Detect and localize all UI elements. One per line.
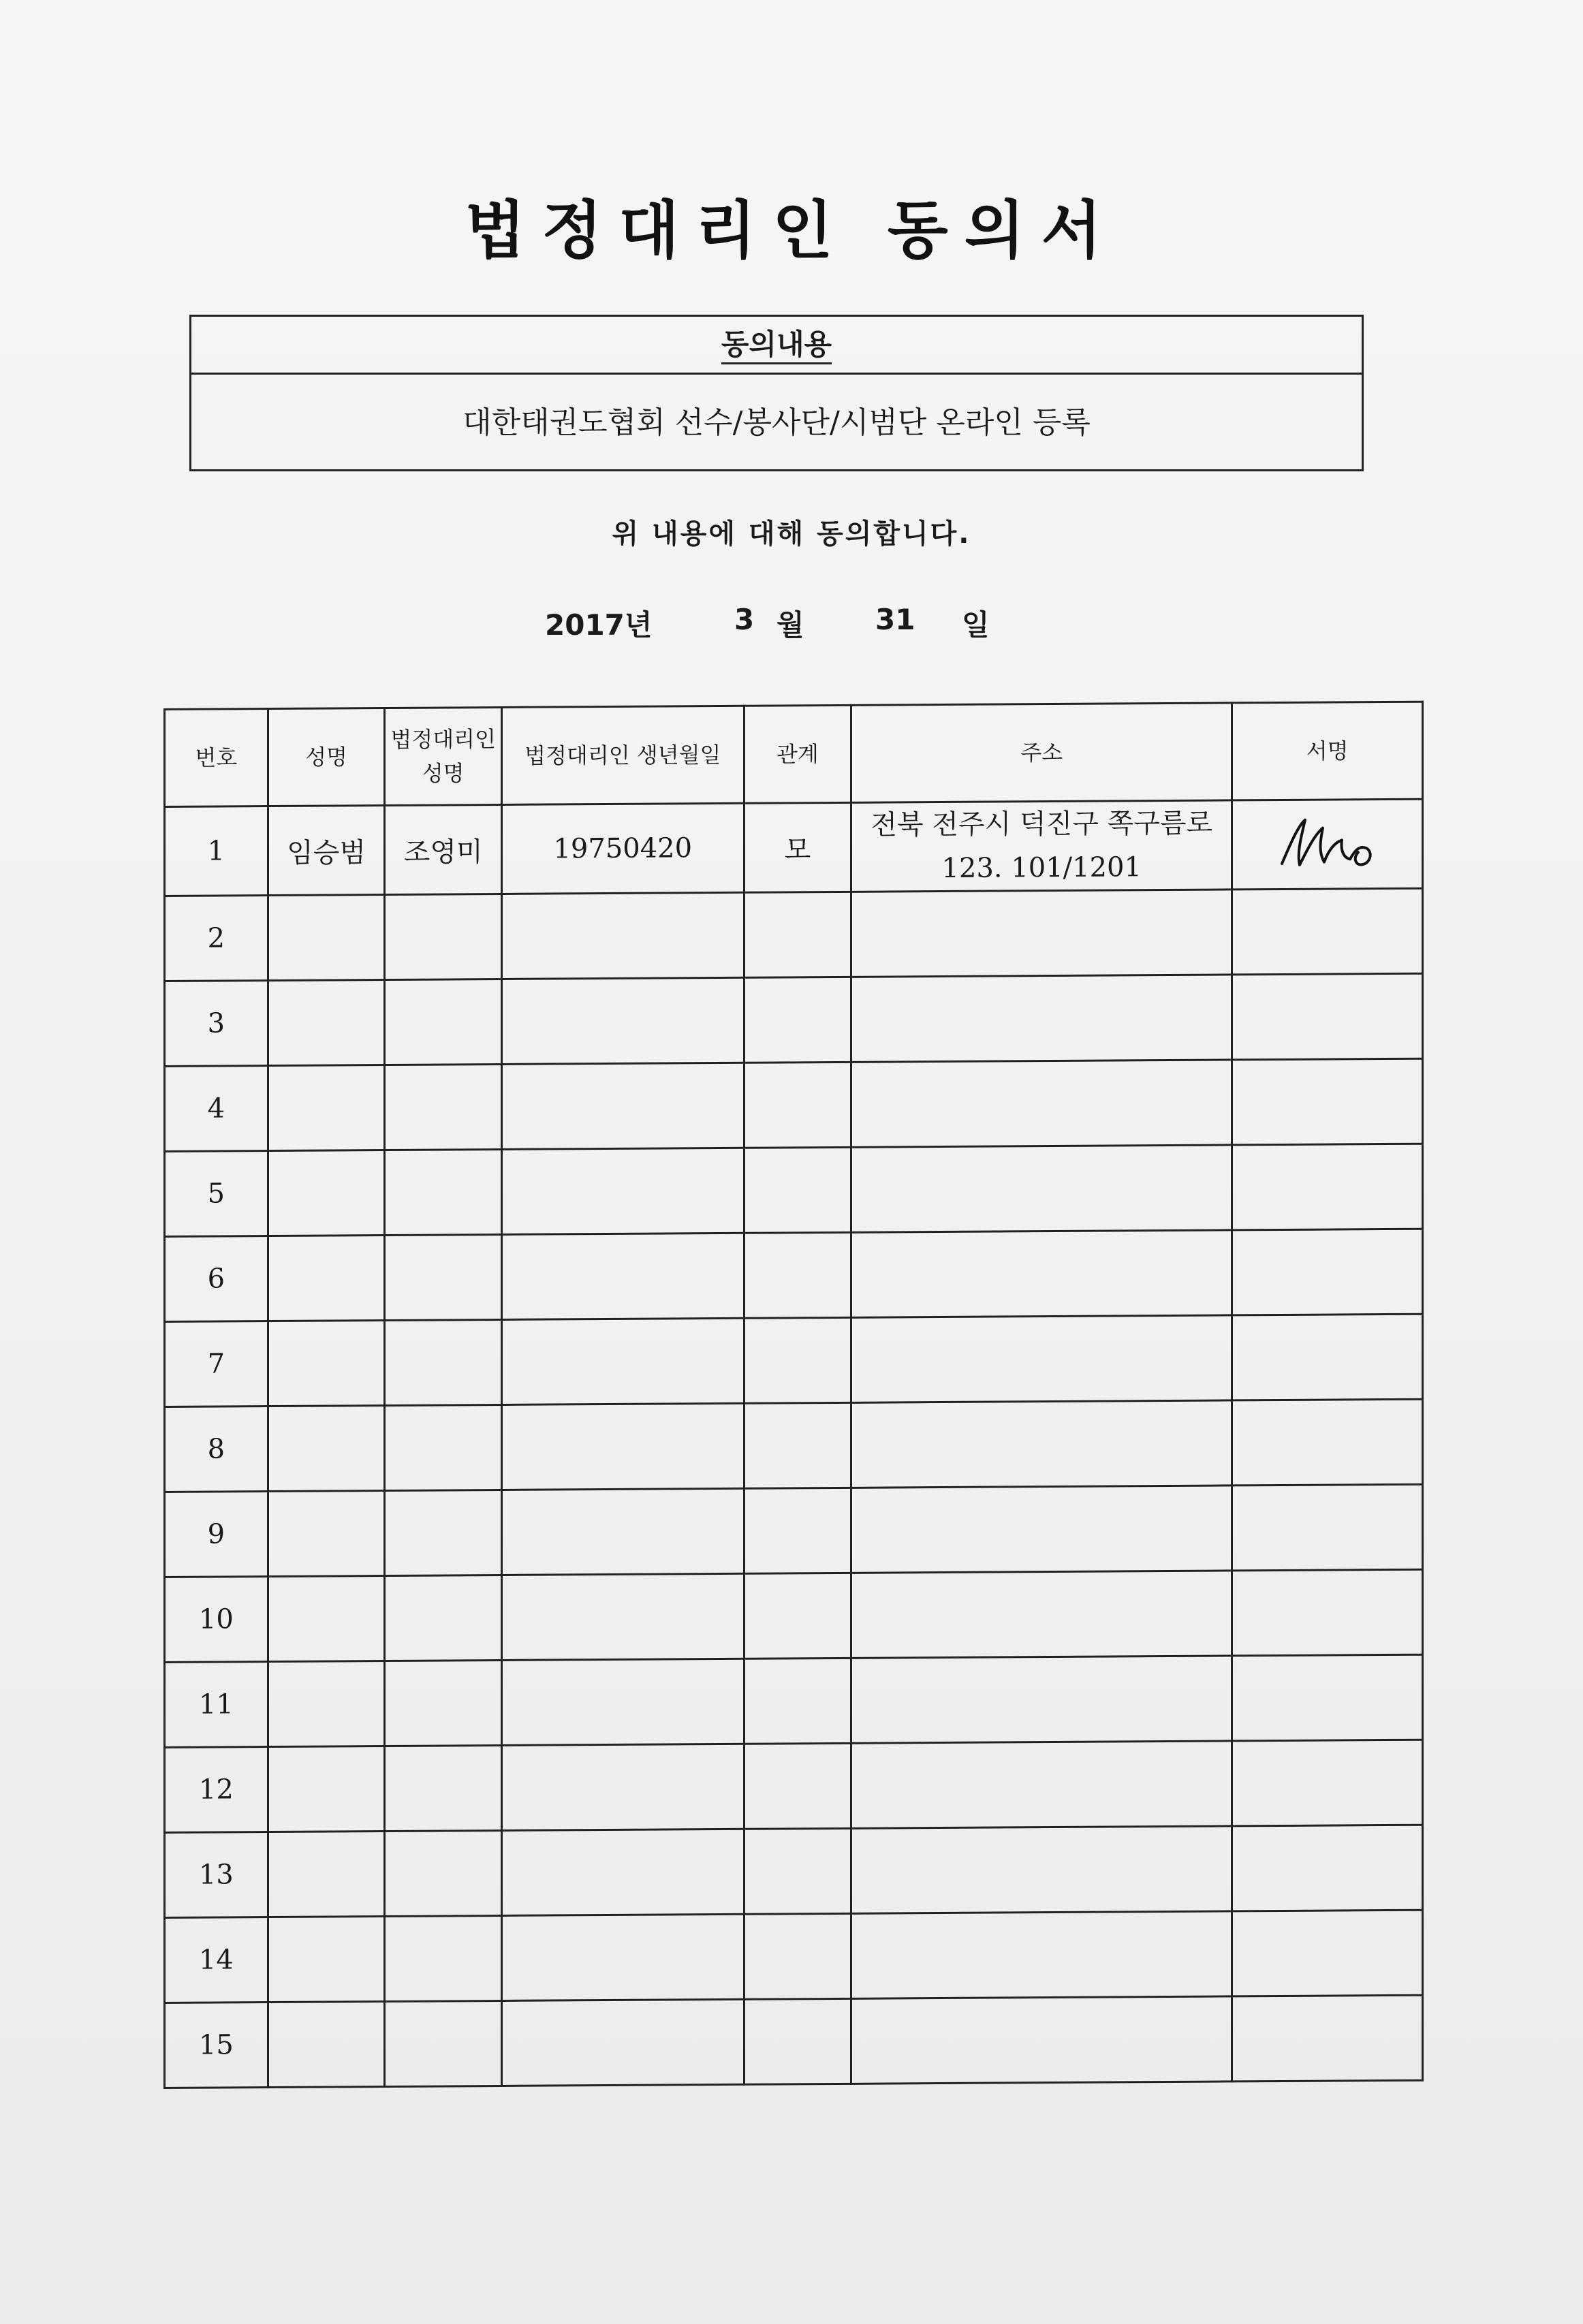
cell-name	[268, 2002, 385, 2088]
cell-guardian-name	[385, 1234, 502, 1320]
cell-signature	[1232, 1144, 1423, 1230]
cell-signature	[1232, 1995, 1423, 2082]
cell-name	[268, 1321, 385, 1407]
cell-guardian-name	[385, 1915, 502, 2001]
cell-guardian-name	[385, 1660, 502, 1746]
cell-no: 3	[165, 981, 268, 1067]
cell-address	[851, 1060, 1232, 1147]
cell-guardian-birth	[502, 977, 745, 1064]
cell-no: 9	[165, 1492, 268, 1577]
cell-guardian-name	[385, 1319, 502, 1405]
cell-guardian-birth	[502, 1403, 745, 1490]
cell-guardian-name	[385, 1404, 502, 1490]
cell-signature	[1232, 1569, 1423, 1656]
cell-signature	[1232, 1910, 1423, 1996]
cell-relation: 모	[744, 802, 851, 892]
cell-signature	[1232, 1229, 1423, 1315]
table-row	[165, 1910, 1423, 2003]
cell-address	[851, 1741, 1232, 1828]
cell-name	[268, 1236, 385, 1321]
cell-guardian-name	[385, 979, 502, 1065]
table-row	[165, 1995, 1423, 2088]
cell-guardian-birth	[502, 1659, 745, 1745]
consent-header	[191, 317, 1362, 375]
table-row	[165, 1058, 1423, 1151]
cell-address	[851, 1230, 1232, 1317]
cell-name	[268, 1832, 385, 1917]
cell-signature	[1232, 973, 1423, 1060]
cell-guardian-birth	[502, 1148, 745, 1234]
cell-name	[268, 1491, 385, 1577]
cell-no: 4	[165, 1066, 268, 1152]
cell-guardian-name: 조영미	[385, 804, 502, 894]
cell-name	[268, 980, 385, 1066]
cell-no: 10	[165, 1577, 268, 1663]
table-row	[165, 799, 1423, 896]
cell-guardian-name	[385, 1745, 502, 1831]
cell-name	[268, 1576, 385, 1662]
header-relation: 관계	[744, 705, 851, 803]
table-row	[165, 1484, 1423, 1577]
cell-relation	[744, 1232, 851, 1318]
cell-name: 임승범	[268, 806, 385, 896]
cell-signature	[1232, 1058, 1423, 1145]
cell-relation	[744, 1998, 851, 2084]
cell-signature	[1232, 888, 1423, 975]
cell-relation	[744, 1828, 851, 1914]
cell-relation	[744, 977, 851, 1063]
cell-name	[268, 1406, 385, 1492]
cell-guardian-birth	[502, 1063, 745, 1149]
cell-guardian-birth	[502, 1573, 745, 1660]
cell-relation	[744, 892, 851, 977]
cell-address	[851, 1315, 1232, 1402]
consent-content-box	[189, 315, 1364, 471]
cell-guardian-name	[385, 1149, 502, 1235]
cell-guardian-birth	[502, 1914, 745, 2000]
cell-no: 14	[165, 1917, 268, 2003]
table-row	[165, 888, 1423, 981]
table-row	[165, 1314, 1423, 1407]
cell-signature	[1232, 1825, 1423, 1911]
cell-name	[268, 1065, 385, 1151]
cell-relation	[744, 1913, 851, 1999]
cell-guardian-birth	[502, 1744, 745, 1830]
cell-no: 11	[165, 1662, 268, 1748]
cell-relation	[744, 1743, 851, 1829]
cell-guardian-birth	[502, 892, 745, 979]
table-row	[165, 1399, 1423, 1492]
cell-guardian-name	[385, 1490, 502, 1575]
cell-guardian-birth	[502, 1829, 745, 1915]
date-day-value: 31	[875, 603, 915, 636]
date-month-label: 월	[777, 608, 804, 642]
cell-relation	[744, 1317, 851, 1403]
cell-no: 5	[165, 1151, 268, 1237]
agree-statement: 위 내용에 대해 동의합니다.	[612, 518, 971, 550]
cell-signature	[1232, 799, 1423, 890]
header-guardian-name: 법정대리인 성명	[385, 707, 502, 805]
table-header-row	[165, 702, 1423, 806]
header-guardian-birth: 법정대리인 생년월일	[502, 706, 745, 804]
cell-address	[851, 1400, 1232, 1488]
cell-address	[851, 1145, 1232, 1232]
guardian-roster-table	[163, 701, 1424, 2089]
consent-body: 대한태권도협회 선수/봉사단/시범단 온라인 등록	[463, 405, 1091, 440]
cell-relation	[744, 1147, 851, 1233]
table-body	[165, 799, 1423, 2088]
table-row	[165, 1825, 1423, 1917]
cell-no: 6	[165, 1236, 268, 1322]
handwritten-signature	[1270, 810, 1385, 879]
cell-name	[268, 1661, 385, 1747]
cell-guardian-name	[385, 1830, 502, 1916]
cell-address	[851, 1911, 1232, 1998]
cell-address	[851, 1996, 1232, 2084]
date-day-label: 일	[962, 608, 990, 642]
consent-header-label: 동의내용	[721, 328, 832, 364]
cell-guardian-birth	[502, 1233, 745, 1319]
cell-address: 전북 전주시 덕진구 쪽구름로123. 101/1201	[851, 800, 1232, 892]
cell-name	[268, 1917, 385, 2003]
cell-signature	[1232, 1484, 1423, 1571]
cell-signature	[1232, 1314, 1423, 1400]
cell-address	[851, 890, 1232, 977]
cell-guardian-name	[385, 1064, 502, 1150]
cell-address	[851, 1486, 1232, 1573]
table-row	[165, 973, 1423, 1066]
table-row	[165, 1569, 1423, 1662]
cell-name	[268, 1746, 385, 1832]
cell-no: 2	[165, 896, 268, 982]
header-address: 주소	[851, 703, 1232, 802]
cell-guardian-birth	[502, 1318, 745, 1404]
cell-relation	[744, 1658, 851, 1744]
document-title: 법정대리인 동의서	[465, 194, 1118, 267]
cell-no: 1	[165, 806, 268, 896]
date-month-value: 3	[734, 603, 755, 636]
cell-relation	[744, 1488, 851, 1573]
cell-name	[268, 895, 385, 981]
cell-guardian-name	[385, 2000, 502, 2086]
cell-signature	[1232, 1654, 1423, 1741]
cell-guardian-name	[385, 1575, 502, 1661]
table-row	[165, 1144, 1423, 1236]
cell-no: 7	[165, 1321, 268, 1407]
cell-guardian-birth	[502, 1488, 745, 1575]
cell-no: 13	[165, 1832, 268, 1918]
cell-address	[851, 1656, 1232, 1743]
date-year: 2017년	[545, 608, 653, 642]
cell-signature	[1232, 1740, 1423, 1826]
cell-signature	[1232, 1399, 1423, 1486]
cell-relation	[744, 1573, 851, 1659]
cell-relation	[744, 1402, 851, 1488]
cell-no: 15	[165, 2003, 268, 2088]
cell-relation	[744, 1062, 851, 1148]
cell-guardian-name	[385, 894, 502, 979]
table-row	[165, 1740, 1423, 1832]
cell-no: 8	[165, 1407, 268, 1492]
header-signature: 서명	[1232, 702, 1423, 800]
header-no: 번호	[165, 709, 268, 807]
table-row	[165, 1229, 1423, 1321]
cell-address	[851, 1571, 1232, 1658]
cell-no: 12	[165, 1747, 268, 1833]
cell-name	[268, 1150, 385, 1236]
cell-address	[851, 975, 1232, 1062]
cell-guardian-birth	[502, 1999, 745, 2086]
header-name: 성명	[268, 708, 385, 806]
cell-guardian-birth: 19750420	[502, 803, 745, 894]
cell-address	[851, 1826, 1232, 1913]
table-row	[165, 1654, 1423, 1747]
